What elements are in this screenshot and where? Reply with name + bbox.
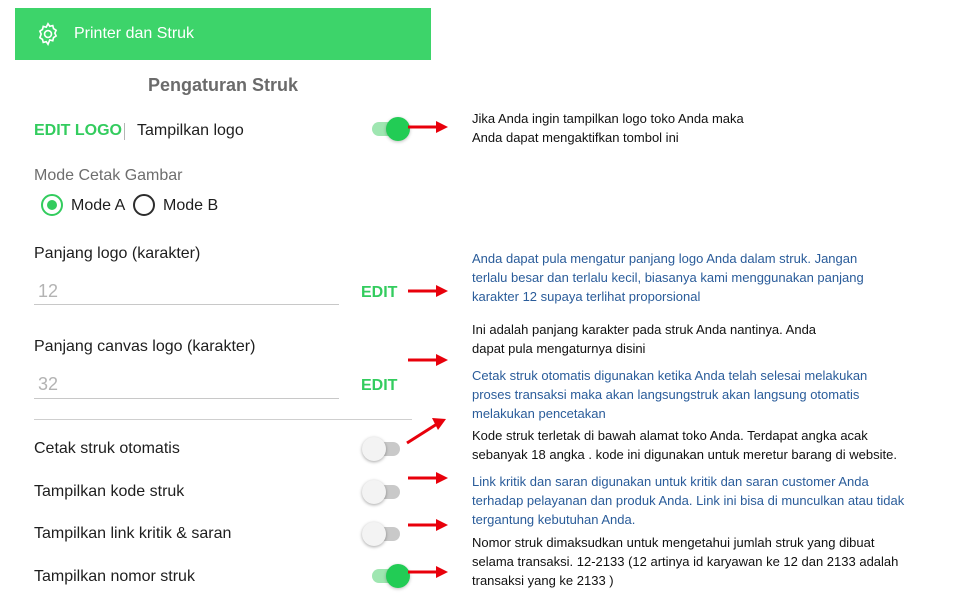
arrow-icon xyxy=(405,417,447,445)
note-logo-length: Anda dapat pula mengatur panjang logo Anda dalam struk. Jangan terlalu besar dan terlalu kecil, biasanya kami menggunakan panjang karakter 12 supaya terlihat proporsional xyxy=(472,251,864,304)
logo-length-label: Panjang logo (karakter) xyxy=(34,245,201,262)
arrow-icon xyxy=(408,566,448,578)
edit-logo-button[interactable]: EDIT LOGO xyxy=(34,122,122,139)
separator xyxy=(124,123,125,140)
mode-b-label: Mode B xyxy=(163,197,219,214)
show-receipt-code-toggle[interactable] xyxy=(362,478,402,502)
app-header xyxy=(15,8,431,60)
note-show-logo: Jika Anda ingin tampilkan logo toko Anda maka Anda dapat mengaktifkan tombol ini xyxy=(472,111,744,145)
note-receipt-number: Nomor struk dimaksudkan untuk mengetahui jumlah struk yang dibuat selama transaksi. 12-2133 (12 artinya id karyawan ke 12 dan 2133 adalah transaksi yang ke 2133 ) xyxy=(472,535,899,588)
show-logo-toggle[interactable] xyxy=(370,115,410,139)
mode-a-radio[interactable] xyxy=(41,194,63,216)
logo-length-underline xyxy=(34,304,339,305)
canvas-length-edit-button[interactable]: EDIT xyxy=(361,377,398,394)
show-logo-label: Tampilkan logo xyxy=(137,122,244,139)
mode-a-label: Mode A xyxy=(71,197,126,214)
note-feedback-link: Link kritik dan saran digunakan untuk kritik dan saran customer Anda terhadap pelayanan dan produk Anda. Link ini bisa di munculkan atau tidak tergantung kebutuhan Anda. xyxy=(472,474,905,527)
show-feedback-link-toggle[interactable] xyxy=(362,520,402,544)
show-feedback-link-label: Tampilkan link kritik & saran xyxy=(34,525,232,542)
canvas-length-label: Panjang canvas logo (karakter) xyxy=(34,338,256,355)
auto-print-label: Cetak struk otomatis xyxy=(34,440,180,457)
arrow-icon xyxy=(408,472,448,484)
canvas-length-underline xyxy=(34,398,339,399)
arrow-icon xyxy=(408,354,448,366)
print-mode-label: Mode Cetak Gambar xyxy=(34,167,183,184)
gear-icon[interactable] xyxy=(35,21,61,47)
arrow-icon xyxy=(408,519,448,531)
show-receipt-number-toggle[interactable] xyxy=(370,562,410,586)
header-title: Printer dan Struk xyxy=(74,25,195,42)
divider xyxy=(34,419,412,420)
show-receipt-number-label: Tampilkan nomor struk xyxy=(34,568,195,585)
auto-print-toggle[interactable] xyxy=(362,435,402,459)
note-receipt-code: Kode struk terletak di bawah alamat toko Anda. Terdapat angka acak sebanyak 18 angka . kode ini digunakan untuk meretur barang di website. xyxy=(472,428,897,462)
logo-length-edit-button[interactable]: EDIT xyxy=(361,284,398,301)
note-canvas-length: Ini adalah panjang karakter pada struk Anda nantinya. Anda dapat pula mengaturnya disini xyxy=(472,322,817,356)
logo-length-input[interactable]: 12 xyxy=(38,281,59,301)
canvas-length-input[interactable]: 32 xyxy=(38,374,59,394)
arrow-icon xyxy=(408,285,448,297)
section-title: Pengaturan Struk xyxy=(147,75,299,95)
note-auto-print: Cetak struk otomatis digunakan ketika Anda telah selesai melakukan proses transaksi maka akan langsungstruk akan langsung otomatis melakukan pencetakan xyxy=(472,368,868,421)
arrow-icon xyxy=(408,121,448,133)
mode-b-radio[interactable] xyxy=(133,194,155,216)
show-receipt-code-label: Tampilkan kode struk xyxy=(34,483,185,500)
